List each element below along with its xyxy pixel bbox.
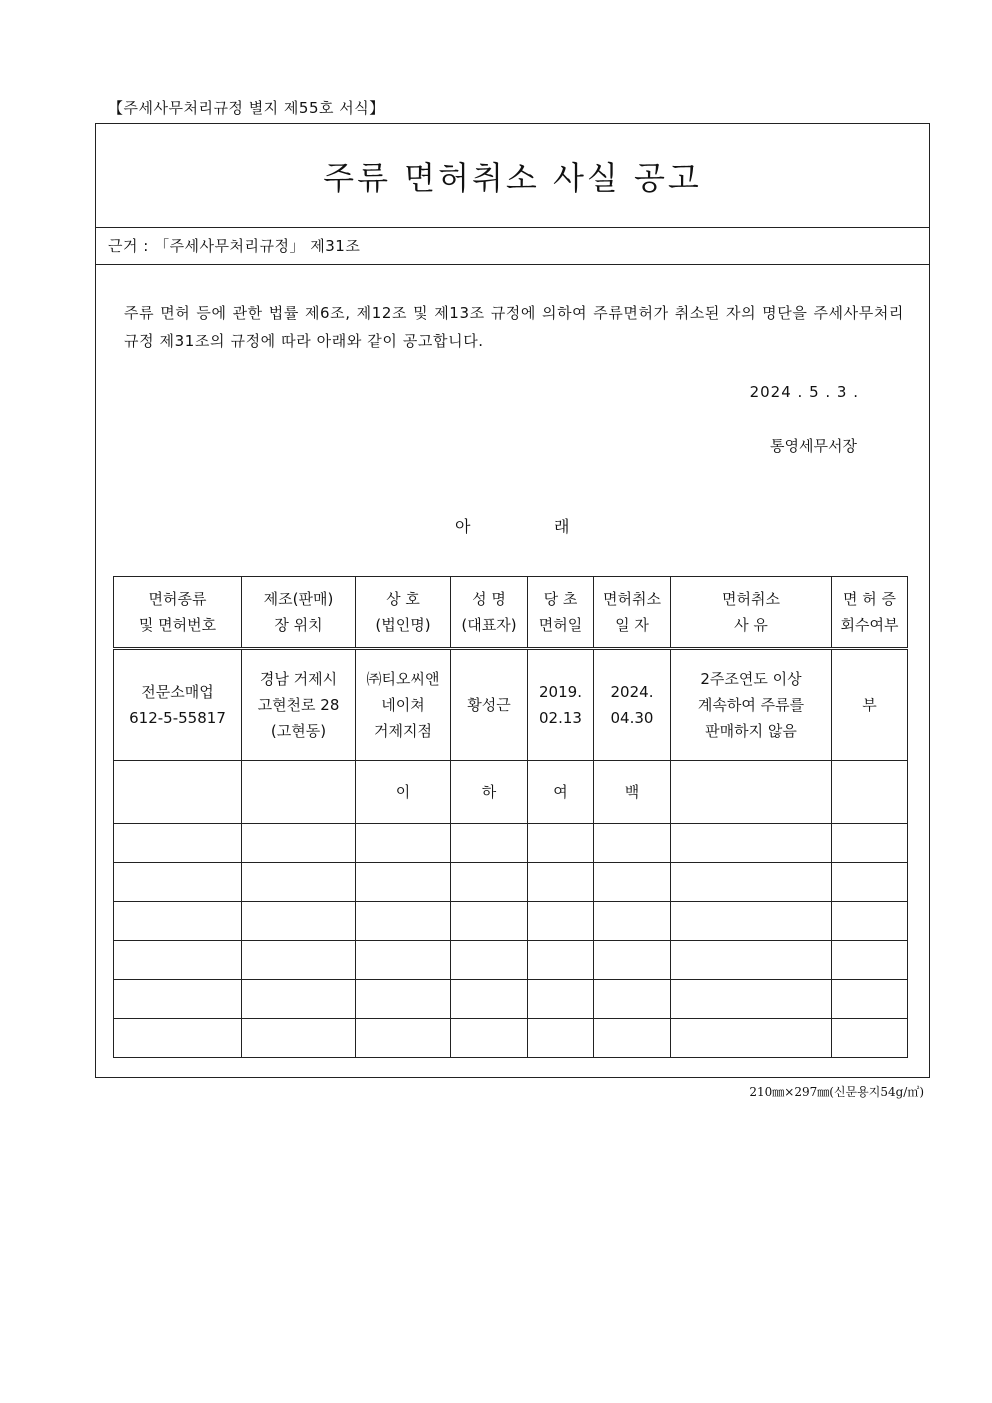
cell-returned: 부: [832, 649, 908, 761]
header-reason: 면허취소 사 유: [671, 577, 832, 649]
issuing-office: 통영세무서장: [770, 437, 857, 455]
empty-row: [114, 863, 908, 902]
empty-cell: [832, 761, 908, 824]
cell-original-date: 2019. 02.13: [528, 649, 594, 761]
header-company: 상 호 (법인명): [356, 577, 451, 649]
header-location: 제조(판매) 장 위치: [242, 577, 356, 649]
notice-form: [95, 123, 930, 1078]
empty-row: [114, 902, 908, 941]
page-title: 주류 면허취소 사실 공고: [323, 158, 702, 197]
cell-cancel-date: 2024. 04.30: [594, 649, 671, 761]
table-header-row: [114, 577, 908, 649]
empty-row: [114, 980, 908, 1019]
legal-basis: 근거 : 「주세사무처리규정」 제31조: [96, 228, 929, 265]
title-box: [96, 124, 929, 228]
header-license: 면허종류 및 면허번호: [114, 577, 242, 649]
form-label: 【주세사무처리규정 별지 제55호 서식】: [108, 99, 385, 117]
paper-spec: 210㎜×297㎜(신문용지54g/㎡): [749, 1085, 924, 1099]
end-marker-1: 이: [356, 761, 451, 824]
below-heading-2: 래: [554, 517, 570, 536]
header-cancel-date: 면허취소 일 자: [594, 577, 671, 649]
end-marker-4: 백: [594, 761, 671, 824]
empty-cell: [114, 761, 242, 824]
empty-row: [114, 941, 908, 980]
header-original-date: 당 초 면허일: [528, 577, 594, 649]
cell-representative: 황성근: [451, 649, 528, 761]
empty-cell: [242, 761, 356, 824]
notice-date: 2024 . 5 . 3 .: [749, 383, 859, 401]
header-representative: 성 명 (대표자): [451, 577, 528, 649]
end-marker-row: [114, 761, 908, 824]
header-returned: 면 허 증 회수여부: [832, 577, 908, 649]
cell-company: ㈜티오씨앤 네이쳐 거제지점: [356, 649, 451, 761]
empty-cell: [671, 761, 832, 824]
revocation-table: [113, 576, 908, 1058]
below-heading-1: 아: [455, 517, 471, 536]
table-row: [114, 649, 908, 761]
cell-license: 전문소매업 612-5-55817: [114, 649, 242, 761]
empty-row: [114, 1019, 908, 1058]
cell-reason: 2주조연도 이상 계속하여 주류를 판매하지 않음: [671, 649, 832, 761]
end-marker-3: 여: [528, 761, 594, 824]
end-marker-2: 하: [451, 761, 528, 824]
empty-row: [114, 824, 908, 863]
cell-location: 경남 거제시 고현천로 28 (고현동): [242, 649, 356, 761]
notice-body: 주류 면허 등에 관한 법률 제6조, 제12조 및 제13조 규정에 의하여 주류면허가 취소된 자의 명단을 주세사무처리규정 제31조의 규정에 따라 아래와 같이 공고합니다.: [124, 304, 904, 350]
